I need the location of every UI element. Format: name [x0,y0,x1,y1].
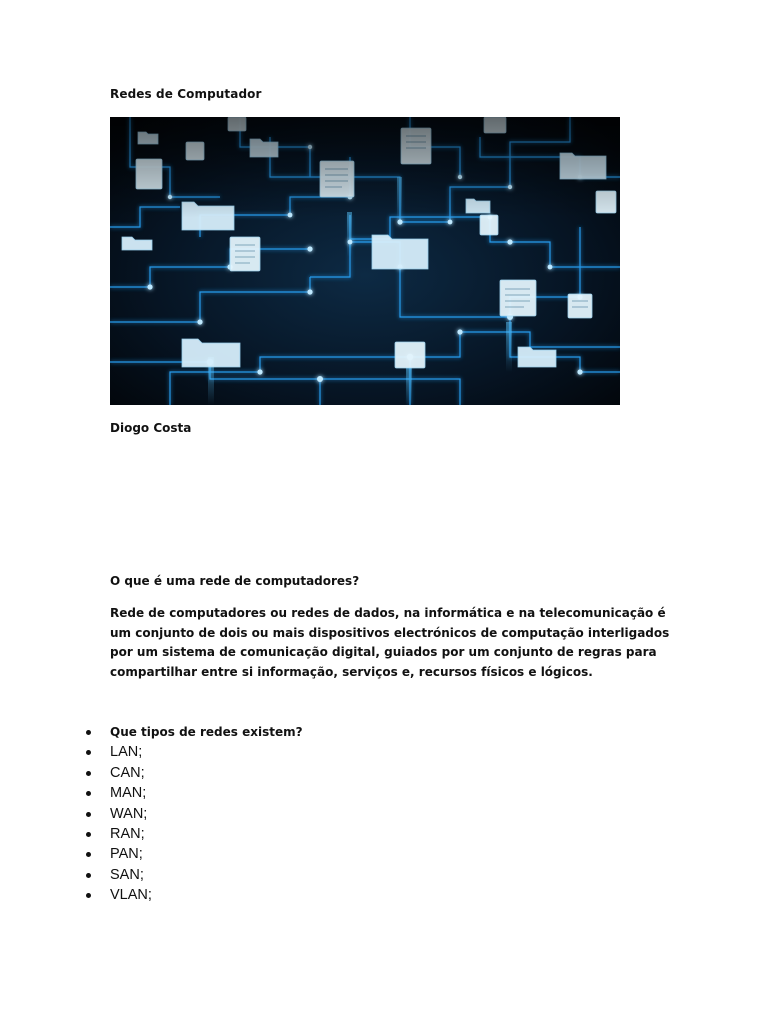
list-item [86,844,303,864]
bullet-icon [86,791,91,796]
bullet-icon [86,832,91,837]
network-type-label: RAN; [110,825,145,842]
bullet-icon [86,873,91,878]
network-type-label: SAN; [110,866,144,883]
network-type-label: VLAN; [110,887,152,904]
network-type-label: CAN; [110,764,145,781]
network-types-list [86,722,303,906]
bullet-icon [86,852,91,857]
section-question: O que é uma rede de computadores? [110,574,360,588]
list-item [86,865,303,885]
document-author: Diogo Costa [110,421,192,435]
bullet-icon [86,893,91,898]
list-item [86,824,303,844]
bullet-icon [86,771,91,776]
bullet-icon [86,750,91,755]
network-type-label: MAN; [110,785,147,802]
network-illustration [110,117,620,405]
bullet-icon [86,812,91,817]
list-item [86,804,303,824]
network-type-label: WAN; [110,805,148,822]
bullet-icon [86,730,91,735]
network-type-label: PAN; [110,846,143,863]
document-title: Redes de Computador [110,87,262,101]
list-item [86,763,303,783]
definition-paragraph: Rede de computadores ou redes de dados, na informática e na telecomunicação é um conjunto de dois ou mais dispositivos electrónicos de computação interligados por um sistema de comunicação digital, guiados por um conjunto de regras para compartilhar entre si informação, serviços e, recursos físicos e lógicos. [110,606,670,679]
list-item [86,742,303,762]
list-item [86,722,303,742]
list-item [86,783,303,803]
network-type-label: LAN; [110,744,143,761]
list-item [86,885,303,905]
types-heading: Que tipos de redes existem? [110,725,303,739]
